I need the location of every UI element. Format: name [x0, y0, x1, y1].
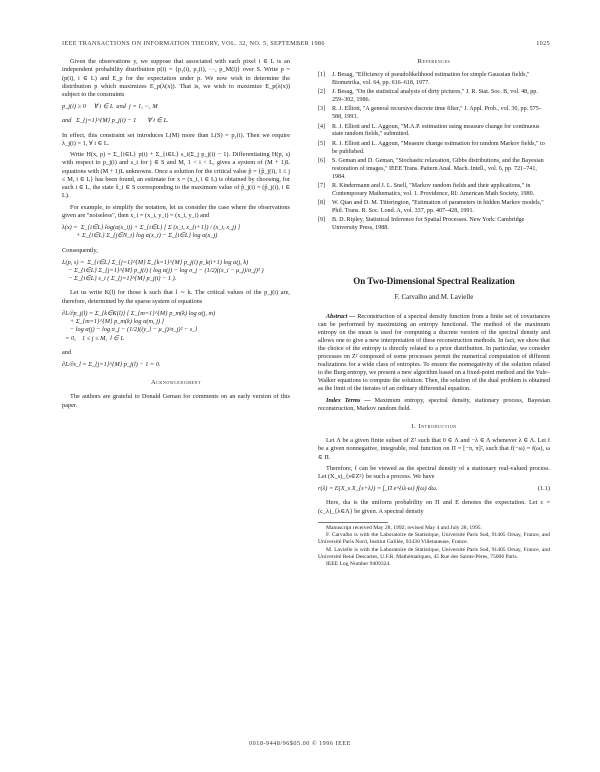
- footnote: F. Carvalho is with the Laboratoire de Statistique, Université Paris Sud, 91405 Orsay, France, and Université Paris Nord, Institut Galilée, 93430 Villetaneuse, France.: [318, 532, 550, 546]
- body-paragraph: Therefore, f can be viewed as the spectral density of a stationary real-valued process. Let (X_s)_{s∈Z²} be such a process. We have: [318, 464, 550, 481]
- body-paragraph: In effect, this constraint set introduces L(M) more than L(S) = p₁(i). Then we require λ_j(i) = 1, ∀ i ∈ L.: [62, 131, 290, 147]
- reference-item: [5] R. J. Elliott and L. Aggoun, "Measure change estimation for random Markov fields," to be published.: [318, 140, 545, 155]
- body-paragraph: Here, dω is the uniform probability on Π and E denotes the expectation. Let c = (c_λ)_{λ∈Λ} be given. A spectral density: [318, 499, 550, 515]
- footnote: IEEE Log Number 9409324.: [326, 561, 391, 567]
- reference-item: [7] R. Kindermann and J. L. Snell, "Markov random fields and their applications," in Contemporary Mathematics, vol. 1. Providence, RI: American Math Society, 1980.: [318, 182, 535, 197]
- footnote: M. Lavielle is with the Laboratoire de Statistique, Université Paris Sud, 91405 Orsay, France, and Université René Descartes, U.F.R. Mathématiques, 45 Rue des Saints-Pères, 75006 Paris.: [318, 546, 550, 560]
- equation-constraint-1: p_j(i) ≥ 0 ∀ i ∈ L and j = 1, ···, M: [62, 103, 158, 111]
- body-paragraph: and: [62, 348, 72, 356]
- equation-lambda: λ(x) = Σ_{i∈L} log(α(x_i)) + Σ_{i∈L} [ Σ (x_i, x_{i+1}) / (x_i, x_j) ] + Σ_{i∈L} Σ_{j∈N_i} log α(x_i) − Σ_{i∈L} log α(x_j): [62, 224, 241, 240]
- index-terms-label: Index Terms —: [326, 396, 371, 404]
- reference-item: [6] S. Geman and D. Geman, "Stochastic relaxation, Gibbs distributions, and the Bayesian restoration of images," IEEE Trans. Pattern Anal. Mach. Intell., vol. 6, pp. 721–741, 1984.: [318, 157, 544, 180]
- body-paragraph: Let us write K(l) for those k such that l ∼ k. The critical values of the p_j(i) are, therefore, determined by the sparse system of equations: [62, 289, 290, 305]
- journal-running-head: IEEE TRANSACTIONS ON INFORMATION THEORY, VOL. 32, NO. 5, SEPTEMBER 1986: [62, 40, 325, 47]
- right-column: [318, 58, 550, 568]
- paper-authors: F. Carvalho and M. Lavielle: [394, 293, 474, 302]
- equation-number: (1.1): [537, 485, 550, 493]
- reference-item: [2] J. Besag, "On the statistical analysis of dirty pictures," J. R. Stat. Soc. B, vol. 48, pp. 259–302, 1986.: [318, 89, 538, 104]
- reference-item: [8] W. Qian and D. M. Titterington, "Estimation of parameters in hidden Markov models," Phil. Trans. R. Soc. Lond. A, vol. 337, pp. 407–428, 1991.: [318, 199, 544, 214]
- abstract-label: Abstract —: [326, 313, 356, 321]
- copyright-footer: 0018-9448/96$05.00 © 1996 IEEE: [249, 740, 351, 747]
- body-paragraph: For example, to simplify the notation, let us consider the case where the observations given are "noiseless", then x_i = (x_i, y_i) = (x_i, y_i) and: [62, 203, 290, 219]
- body-paragraph: Consequently,: [62, 246, 98, 254]
- body-paragraph: Let Λ be a given finite subset of Z² such that 0 ∈ Λ and −λ ∈ Λ whenever λ ∈ Λ. Let f be a given nonnegative, integrable, real function on Π = [−π, π]², such that f(−ω) = f(ω), ω ∈ Π.: [318, 437, 550, 461]
- reference-item: [3] R. J. Elliott, "A general recursive discrete time filter," J. Appl. Prob., vol. 30, pp. 575–588, 1993.: [318, 106, 542, 121]
- reference-item: [4] R. J. Elliott and L. Aggoun, "M.A.P. estimation using measure change for continuous state random fields," submitted.: [318, 123, 540, 138]
- equation-derivative-p: ∂L/∂p_j(l) = Σ_{k∈K(l)} [ Σ_{m=1}^{M} p_m(k) log α(j, m) + Σ_{m=1}^{M} p_m(k) log α(m, j) ] − log α(j) − log σ_j − (1/2)((y_l − μ_j)/σ_j)² − s_l = 0, 1 ≤ j ≤ M, l ∈ L: [62, 309, 216, 342]
- footnote: Manuscript received May 28, 1992; revised May 4 and July 28, 1995.: [326, 524, 482, 531]
- abstract-text: Reconstruction of a spectral density function from a finite set of covariances can be performed by maximizing an entropy functional. The method of the maximum entropy on the mean is used for computing a discrete version of the spectral density and allows one to give a new interpretation of these reconstruction methods. In fact, we show that the choice of the entropy is directly related to a prior distribution. In particular, we consider processes on Z² composed of some processes permit the numerical computation of different realizations for a wide class of entropies. To ensure the nonnegativity of the solution related to the Burg entropy, we present a new algorithm based on a fixed-point method and the Yule–Walker equations to compute the solution. Then, the solution of the dual problem is obtained as the limit of the iterates of an ordinary differential equation.: [318, 313, 550, 392]
- equation-lagrangian: L(p, s) = Σ_{i∈L} Σ_{j=1}^{M} Σ_{k=1}^{M} p_j(i) p_k(i+1) log α(j, k) − Σ_{i∈L} Σ_{j=1}^{M} p_j(i) ( log α(j) − log σ_j − (1/2)((x_i − μ_j)/σ_j)² ) − Σ_{i∈L} s_i ( Σ_{j=1}^{M} p_j(i) − 1 ).: [62, 258, 264, 283]
- index-terms: [318, 397, 550, 413]
- reference-item: [9] B. D. Ripley, Statistical Inference for Spatial Processes. New York: Cambridge University Press, 1988.: [318, 217, 525, 231]
- abstract: [318, 313, 550, 393]
- acknowledgment-text: The authors are grateful to Donald Geman for comments on an early version of this paper.: [62, 393, 290, 409]
- equation-covariance: (1.1) r(λ) = E(X_s X_{s+λ}) = ∫_Π e^{iλ·ω} f(ω) dω.: [318, 485, 550, 493]
- equation-derivative-s: ∂L/∂s_l = Σ_{j=1}^{M} p_j(l) − 1 = 0.: [62, 360, 161, 368]
- reference-item: [1] J. Besag, "Efficiency of pseudolikelihood estimation for simple Gaussian fields," Biometrika, vol. 64, pp. 616–618, 1977.: [318, 72, 530, 87]
- references-heading: References: [417, 58, 451, 65]
- introduction-heading: I. Introduction: [411, 422, 457, 430]
- page-number: 1025: [536, 40, 550, 47]
- page-header: [62, 40, 550, 52]
- body-paragraph: Write H(x, p) = Σ_{i∈L} p(i) + Σ_{i∈L} s_i(Σ_j p_j(i) − 1). Differentiating H(p, s) with respect to p_j(i) and s_i for j ∈ S and M, 1 < i < L, gives a system of (M + 1)L equations with (M + 1)L unknowns. Once a solution for the critical value p̂ = {p̂_j(i), 1 ≤ j ≤ M, i ∈ L} has been found, an estimate for x = (x_i, i ∈ L) is obtained by choosing, for each i ∈ L, the state x̂_i ∈ S corresponding to the maximum value of p̂_j(i) = (p̂_j(i), i ∈ L).: [62, 151, 290, 200]
- acknowledgment-heading: Acknowledgment: [150, 379, 202, 387]
- index-terms-text: Maximum entropy, spectral density, stationary process, Bayesian reconstruction, Markov random field.: [318, 396, 550, 412]
- equation-constraint-2: and Σ_{j=1}^{M} p_j(i) − 1 ∀ i ∈ L.: [62, 117, 169, 125]
- reference-list: [318, 72, 550, 233]
- body-paragraph: Given the observations y, we suppose that associated with each pixel i ∈ L is an independent probability distribution p(i) = {p₁(i), p₂(i), ···, p_M(i)} over S. Write p = (p(i), i ∈ L) and E_p for the expectation under p. We now wish to determine the distribution p which maximizes E_p(λ(x)). That is, we wish to maximize E_p(λ(x)) subject to the constraints: [62, 58, 290, 98]
- left-column: [62, 58, 290, 413]
- paper-title: On Two-Dimensional Spectral Realization: [353, 275, 515, 286]
